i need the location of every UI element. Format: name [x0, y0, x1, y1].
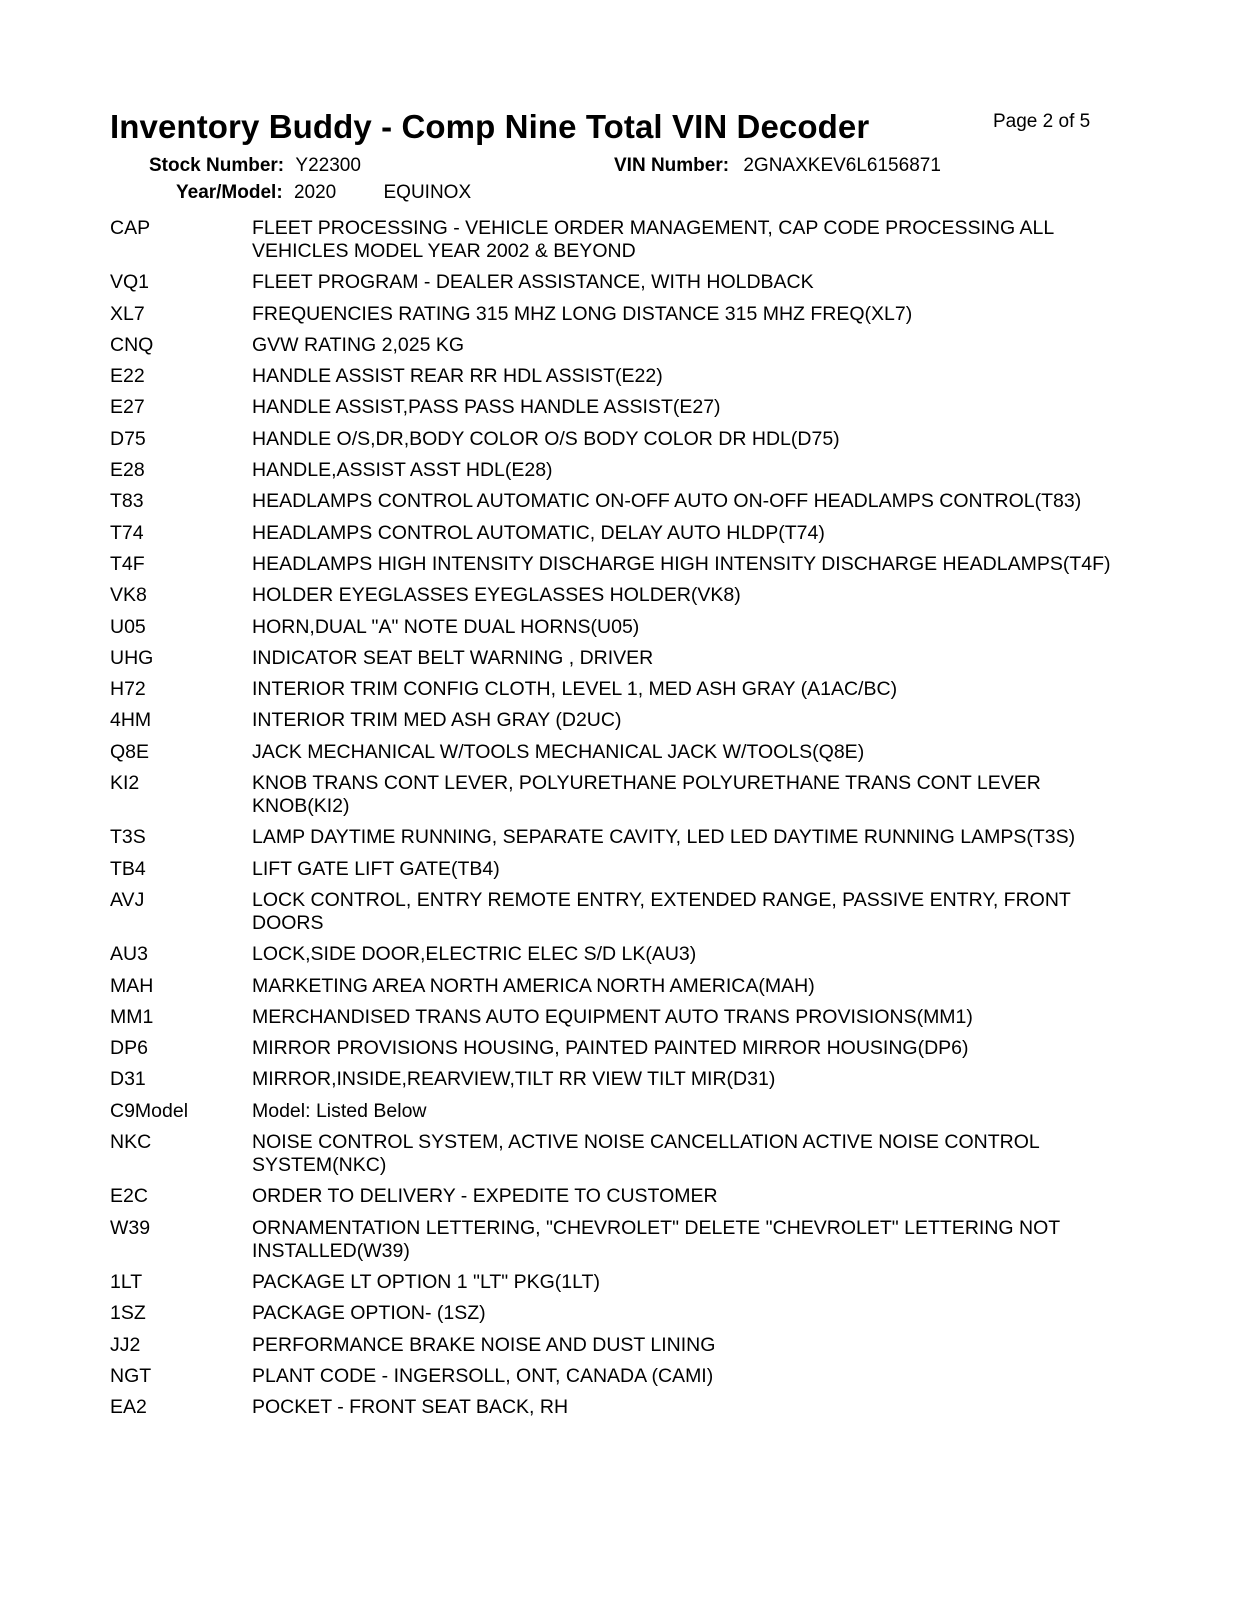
option-description: POCKET - FRONT SEAT BACK, RH: [252, 1396, 569, 1419]
option-code: MM1: [110, 1005, 154, 1028]
option-code: KI2: [110, 772, 140, 795]
option-code: E28: [110, 459, 145, 482]
option-code: Q8E: [110, 740, 150, 763]
option-code: MAH: [110, 974, 154, 997]
option-row: [110, 553, 1120, 576]
option-code: C9Model: [110, 1099, 189, 1122]
option-row: [110, 1006, 1120, 1029]
option-row: [110, 772, 1120, 818]
option-row: [110, 459, 1120, 482]
option-code: 1LT: [110, 1270, 143, 1293]
option-code: D31: [110, 1068, 146, 1091]
option-description: PLANT CODE - INGERSOLL, ONT, CANADA (CAMI): [252, 1364, 714, 1387]
option-code: EA2: [110, 1396, 147, 1419]
option-description: NOISE CONTROL SYSTEM, ACTIVE NOISE CANCELLATION ACTIVE NOISE CONTROL SYSTEM(NKC): [252, 1131, 1040, 1177]
option-description: HORN,DUAL "A" NOTE DUAL HORNS(U05): [252, 615, 640, 638]
option-description: HEADLAMPS HIGH INTENSITY DISCHARGE HIGH INTENSITY DISCHARGE HEADLAMPS(T4F): [252, 552, 1111, 575]
option-description: KNOB TRANS CONT LEVER, POLYURETHANE POLYURETHANE TRANS CONT LEVER KNOB(KI2): [252, 772, 1041, 818]
option-row: [110, 975, 1120, 998]
option-description: LOCK,SIDE DOOR,ELECTRIC ELEC S/D LK(AU3): [252, 943, 697, 966]
option-row: [110, 1185, 1120, 1208]
year-value: 2020: [293, 182, 337, 203]
option-row: [110, 647, 1120, 670]
option-code: 1SZ: [110, 1302, 146, 1325]
option-row: [110, 1334, 1120, 1357]
option-code: T4F: [110, 552, 145, 575]
option-description: Model: Listed Below: [252, 1099, 427, 1122]
option-code: E27: [110, 396, 145, 419]
stock-number-value: Y22300: [295, 155, 361, 176]
option-row: [110, 584, 1120, 607]
option-code: T83: [110, 490, 144, 513]
option-code: AVJ: [110, 888, 145, 911]
option-code: VK8: [110, 584, 147, 607]
option-row: [110, 1068, 1120, 1091]
year-model-field: [176, 182, 471, 204]
option-code: NKC: [110, 1131, 152, 1154]
option-code-list: [110, 217, 1120, 1427]
option-description: HANDLE ASSIST,PASS PASS HANDLE ASSIST(E27): [252, 396, 721, 419]
option-code: AU3: [110, 943, 148, 966]
option-description: INDICATOR SEAT BELT WARNING , DRIVER: [252, 646, 654, 669]
option-row: [110, 1396, 1120, 1419]
option-code: T3S: [110, 826, 146, 849]
option-row: [110, 1037, 1120, 1060]
option-row: [110, 365, 1120, 388]
option-description: HANDLE ASSIST REAR RR HDL ASSIST(E22): [252, 365, 663, 388]
option-description: HANDLE O/S,DR,BODY COLOR O/S BODY COLOR DR HDL(D75): [252, 427, 840, 450]
option-description: MERCHANDISED TRANS AUTO EQUIPMENT AUTO TRANS PROVISIONS(MM1): [252, 1005, 973, 1028]
option-code: H72: [110, 678, 146, 701]
stock-number-field: [149, 155, 361, 177]
option-row: [110, 1365, 1120, 1388]
option-row: [110, 616, 1120, 639]
option-description: HOLDER EYEGLASSES EYEGLASSES HOLDER(VK8): [252, 584, 741, 607]
option-row: [110, 1131, 1120, 1177]
option-row: [110, 271, 1120, 294]
option-row: [110, 396, 1120, 419]
option-description: ORDER TO DELIVERY - EXPEDITE TO CUSTOMER: [252, 1185, 718, 1208]
option-row: [110, 889, 1120, 935]
option-code: E22: [110, 365, 145, 388]
option-row: [110, 303, 1120, 326]
option-description: PERFORMANCE BRAKE NOISE AND DUST LINING: [252, 1333, 716, 1356]
option-row: [110, 1302, 1120, 1325]
vin-number-value: 2GNAXKEV6L6156871: [743, 155, 941, 176]
option-code: UHG: [110, 646, 154, 669]
option-code: DP6: [110, 1037, 148, 1060]
option-description: LAMP DAYTIME RUNNING, SEPARATE CAVITY, LED LED DAYTIME RUNNING LAMPS(T3S): [252, 826, 1076, 849]
option-code: VQ1: [110, 271, 150, 294]
option-code: U05: [110, 615, 146, 638]
option-code: JJ2: [110, 1333, 141, 1356]
option-description: PACKAGE LT OPTION 1 "LT" PKG(1LT): [252, 1270, 600, 1293]
option-code: D75: [110, 427, 146, 450]
option-description: MIRROR,INSIDE,REARVIEW,TILT RR VIEW TILT MIR(D31): [252, 1068, 776, 1091]
vin-number-label: VIN Number:: [614, 155, 730, 176]
option-row: [110, 709, 1120, 732]
option-row: [110, 428, 1120, 451]
option-row: [110, 741, 1120, 764]
option-description: LIFT GATE LIFT GATE(TB4): [252, 857, 500, 880]
option-code: E2C: [110, 1185, 148, 1208]
option-code: NGT: [110, 1364, 152, 1387]
option-description: HANDLE,ASSIST ASST HDL(E28): [252, 459, 553, 482]
model-value: EQUINOX: [383, 182, 472, 203]
option-code: 4HM: [110, 709, 152, 732]
year-model-label: Year/Model:: [176, 182, 283, 203]
option-description: PACKAGE OPTION- (1SZ): [252, 1302, 486, 1325]
page-number: Page 2 of 5: [993, 111, 1091, 132]
option-code: CAP: [110, 217, 151, 239]
stock-number-label: Stock Number:: [149, 155, 285, 176]
option-description: FLEET PROCESSING - VEHICLE ORDER MANAGEMENT, CAP CODE PROCESSING ALL VEHICLES MODEL YEAR 2002 & BEYOND: [252, 217, 1054, 262]
option-code: TB4: [110, 857, 146, 880]
option-description: JACK MECHANICAL W/TOOLS MECHANICAL JACK W/TOOLS(Q8E): [252, 740, 865, 763]
option-code: T74: [110, 521, 144, 544]
option-row: [110, 678, 1120, 701]
option-description: INTERIOR TRIM CONFIG CLOTH, LEVEL 1, MED ASH GRAY (A1AC/BC): [252, 678, 898, 701]
option-row: [110, 943, 1120, 966]
option-row: [110, 1217, 1120, 1263]
option-row: [110, 826, 1120, 849]
option-code: CNQ: [110, 333, 154, 356]
option-row: [110, 217, 1120, 263]
option-description: MARKETING AREA NORTH AMERICA NORTH AMERICA(MAH): [252, 974, 815, 997]
option-description: LOCK CONTROL, ENTRY REMOTE ENTRY, EXTENDED RANGE, PASSIVE ENTRY, FRONT DOORS: [252, 888, 1071, 934]
option-description: INTERIOR TRIM MED ASH GRAY (D2UC): [252, 709, 622, 732]
option-row: [110, 522, 1120, 545]
option-description: FLEET PROGRAM - DEALER ASSISTANCE, WITH HOLDBACK: [252, 271, 814, 294]
option-row: [110, 490, 1120, 513]
option-description: MIRROR PROVISIONS HOUSING, PAINTED PAINTED MIRROR HOUSING(DP6): [252, 1037, 969, 1060]
option-description: FREQUENCIES RATING 315 MHZ LONG DISTANCE 315 MHZ FREQ(XL7): [252, 302, 913, 325]
option-code: W39: [110, 1216, 151, 1239]
option-description: HEADLAMPS CONTROL AUTOMATIC, DELAY AUTO HLDP(T74): [252, 521, 825, 544]
option-row: [110, 1271, 1120, 1294]
document-title: Inventory Buddy - Comp Nine Total VIN Decoder: [110, 108, 870, 145]
option-row: [110, 334, 1120, 357]
option-description: ORNAMENTATION LETTERING, "CHEVROLET" DELETE "CHEVROLET" LETTERING NOT INSTALLED(W39): [252, 1216, 1060, 1262]
option-code: XL7: [110, 302, 145, 325]
vin-number-field: [614, 155, 941, 177]
option-row: [110, 858, 1120, 881]
option-description: GVW RATING 2,025 KG: [252, 333, 465, 356]
option-row: [110, 1100, 1120, 1123]
option-description: HEADLAMPS CONTROL AUTOMATIC ON-OFF AUTO ON-OFF HEADLAMPS CONTROL(T83): [252, 490, 1082, 513]
